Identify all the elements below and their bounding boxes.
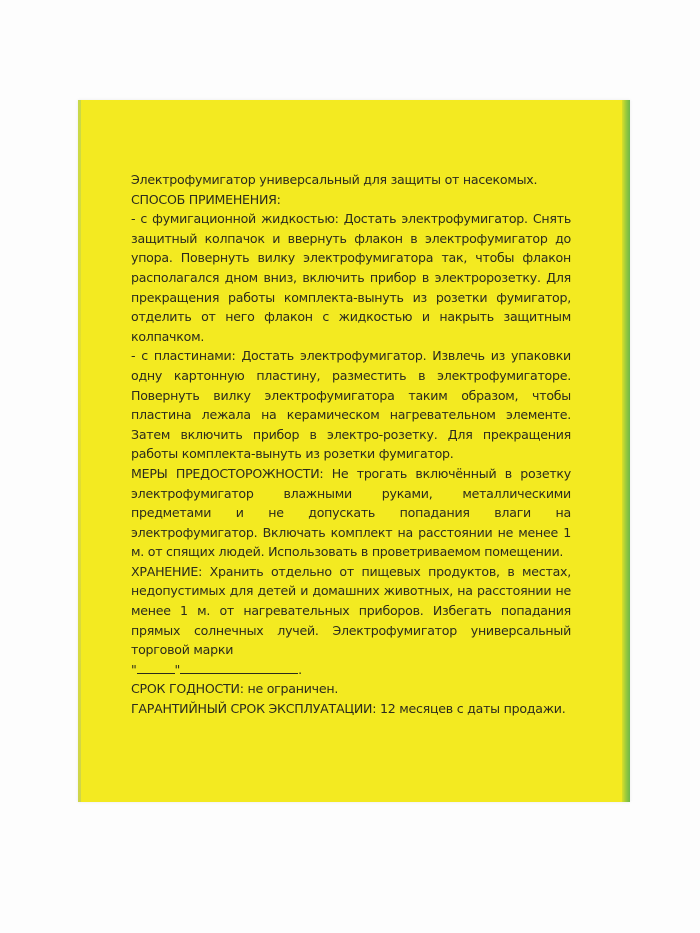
storage-paragraph: ХРАНЕНИЕ: Хранить отдельно от пищевых продуктов, в местах, недопустимых для детей и домашних животных, на расстоянии не менее 1 м. от нагревательных приборов. Избегать попадания прямых солнечных лучей. Электрофумигатор универсальный торговой марки bbox=[131, 563, 571, 658]
quote-close: " bbox=[174, 661, 181, 677]
blank-field-short bbox=[137, 661, 175, 674]
usage-liquid-paragraph: - с фумигационной жидкостью: Достать электрофумигатор. Снять защитный колпачок и ввернуть флакон в электрофумигатор до упора. Повернуть вилку электрофумигатора так, чтобы флакон располагался дном вниз, включить прибор в электророзетку. Для прекращения работы комплекта-вынуть из розетки фумигатор, отделить от него флакон с жидкостью и накрыть защитным колпачком. bbox=[131, 211, 571, 344]
box-right-edge-green-stripe bbox=[622, 100, 630, 802]
shelf-life-line: СРОК ГОДНОСТИ: не ограничен. bbox=[131, 681, 339, 697]
box-left-edge bbox=[78, 100, 81, 802]
blank-field-long bbox=[180, 661, 298, 674]
usage-heading: СПОСОБ ПРИМЕНЕНИЯ: bbox=[131, 191, 281, 207]
warranty-line: ГАРАНТИЙНЫЙ СРОК ЭКСПЛУАТАЦИИ: 12 месяцев с даты продажи. bbox=[131, 701, 566, 717]
intro-line: Электрофумигатор универсальный для защиты от насекомых. bbox=[131, 172, 538, 187]
usage-plates-paragraph: - с пластинами: Достать электрофумигатор. Извлечь из упаковки одну картонную пластину, разместить в электрофумигаторе. Повернуть вилку электрофумигатора таким образом, чтобы пластина лежала на керамическом нагревательном элементе. Затем включить прибор в электро-розетку. Для прекращения работы комплекта-вынуть из розетки фумигатор. bbox=[131, 348, 571, 462]
quote-open: " bbox=[131, 661, 137, 677]
precautions-paragraph: МЕРЫ ПРЕДОСТОРОЖНОСТИ: Не трогать включённый в розетку электрофумигатор влажными руками, металлическими предметами и не допускать попадания влаги на электрофумигатор. Включать комплект на расстоянии не менее 1 м. от спящих людей. Использовать в проветриваемом помещении. bbox=[131, 465, 571, 560]
trademark-blank-line bbox=[131, 660, 571, 680]
period: . bbox=[298, 661, 302, 677]
label-text-block bbox=[131, 170, 571, 719]
